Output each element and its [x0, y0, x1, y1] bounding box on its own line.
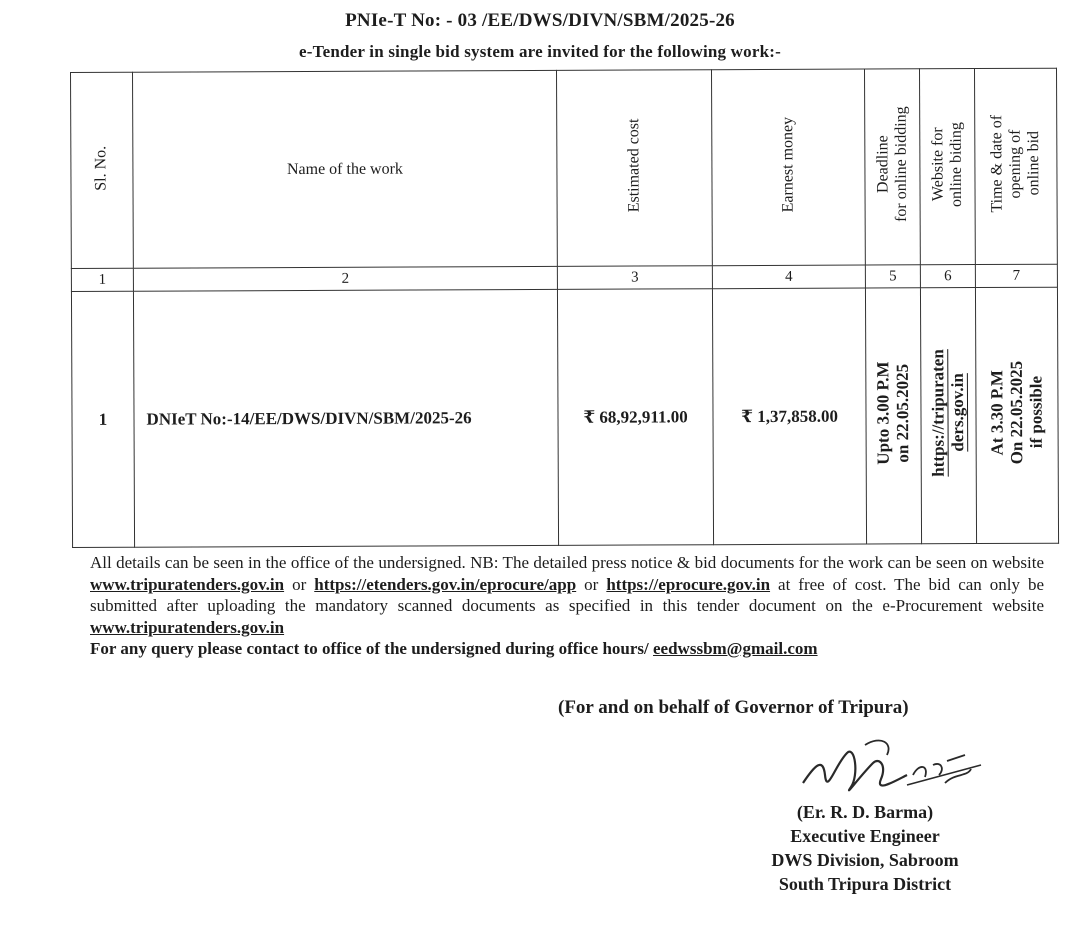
col-number: 4: [712, 265, 865, 289]
col-header-earnest-money: Earnest money: [711, 69, 865, 266]
document-title: PNIe-T No: - 03 /EE/DWS/DIVN/SBM/2025-26: [345, 10, 735, 31]
cell-opening: At 3.30 P.M On 22.05.2025 if possible: [975, 287, 1058, 543]
link-tripuratenders[interactable]: www.tripuratenders.gov.in: [90, 574, 285, 594]
signature-block: [740, 800, 990, 896]
cell-work-name: DNIeT No:-14/EE/DWS/DIVN/SBM/2025-26: [133, 289, 558, 547]
cell-deadline: Upto 3.00 P.M on 22.05.2025: [865, 288, 921, 544]
col-header-deadline: Deadline for online bidding: [864, 69, 920, 265]
email-link[interactable]: eedwssbm@gmail.com: [653, 639, 818, 658]
notes-text-1: All details can be seen in the office of the undersigned. NB: The detailed press notice & bid documents for the work can be seen on website: [90, 553, 1044, 572]
col-header-website: Website for online biding: [919, 69, 975, 265]
signatory-division: DWS Division, Sabroom: [771, 850, 959, 870]
behalf-line: (For and on behalf of Governor of Tripura): [558, 697, 909, 718]
cell-sl-no: 1: [71, 291, 134, 547]
col-number: 7: [975, 264, 1057, 287]
col-number: 6: [920, 265, 975, 288]
col-number: 1: [71, 268, 133, 291]
signatory-designation: Executive Engineer: [790, 826, 940, 846]
col-number: 5: [865, 265, 920, 288]
col-header-estimated-cost: Estimated cost: [556, 70, 712, 267]
notes-text-2: at free of cost. The bid can only be submitted after uploading the mandatory scanned documents as specified in this tender document on the e-Procurement website: [90, 574, 1045, 615]
link-eprocure[interactable]: https://eprocure.gov.in: [606, 574, 771, 594]
col-number: 3: [557, 266, 712, 290]
link-etenders[interactable]: https://etenders.gov.in/eprocure/app: [314, 574, 577, 594]
cell-website[interactable]: https://tripuraten ders.gov.in: [920, 288, 976, 544]
table-header-row: [71, 68, 1058, 268]
table-row: [71, 287, 1058, 547]
signatory-district: South Tripura District: [778, 874, 952, 894]
link-tripuratenders-2[interactable]: www.tripuratenders.gov.in: [90, 617, 285, 637]
col-header-sl-no: Sl. No.: [71, 72, 134, 268]
notes-paragraph: [90, 552, 1044, 660]
col-number: 2: [133, 266, 557, 291]
notes-or-1: or: [292, 574, 307, 594]
tender-table: [70, 68, 1059, 548]
signatory-name: (Er. R. D. Barma): [796, 802, 934, 822]
cell-estimated-cost: ₹ 68,92,911.00: [557, 289, 713, 546]
col-header-opening: Time & date of opening of online bid: [974, 68, 1057, 264]
query-text: For any query please contact to office of the undersigned during office hours/: [90, 639, 649, 658]
document-subtitle: e-Tender in single bid system are invited for the following work:-: [299, 42, 781, 61]
notes-or-2: or: [584, 574, 599, 594]
cell-earnest-money: ₹ 1,37,858.00: [712, 288, 866, 545]
col-header-name-of-work: Name of the work: [133, 70, 558, 268]
